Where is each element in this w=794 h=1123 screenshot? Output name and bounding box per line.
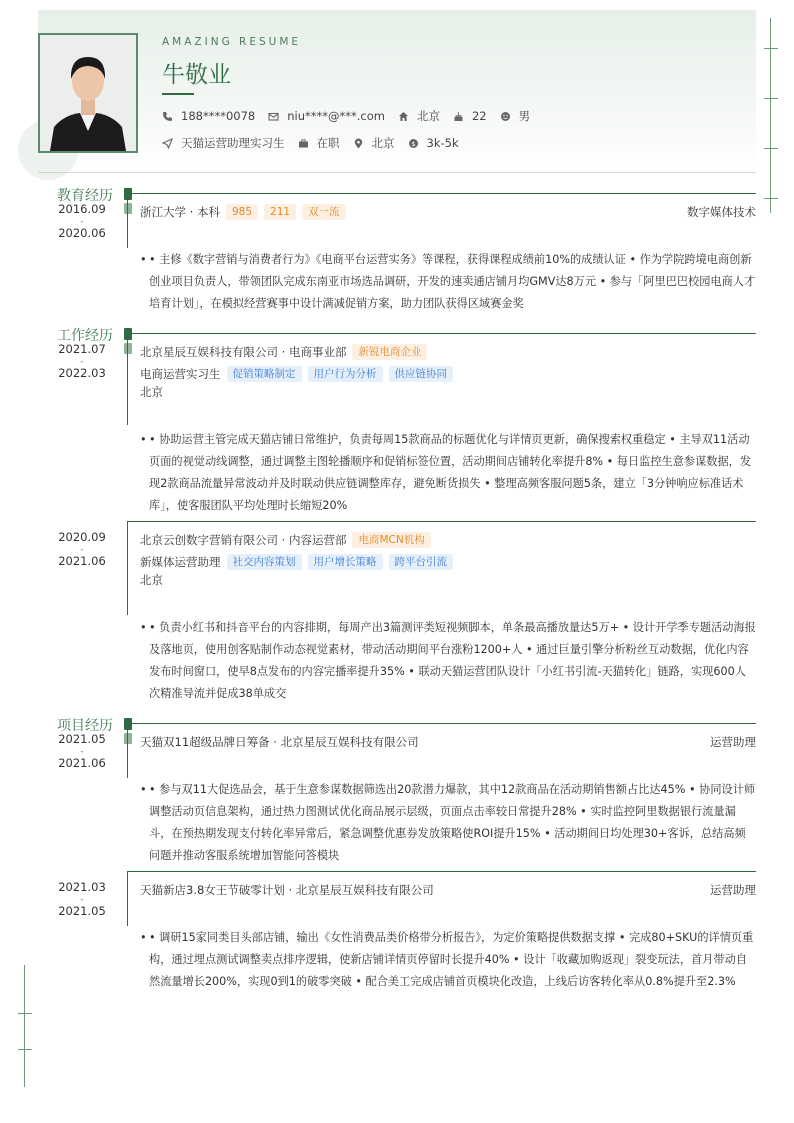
work1-description [140,429,756,517]
bullet: • [140,931,147,944]
target-job-item [162,135,285,151]
section-rule [128,723,756,724]
work2-role-line [140,554,453,570]
work1-role-tag: 促销策略制定 [227,366,302,382]
edu-major: 数字媒体技术 [687,205,756,219]
entry-marker [124,203,132,214]
section-marker [124,718,132,730]
status-item [298,135,340,151]
entry-marker [124,343,132,354]
section-title-projects: 项目经历 [57,718,113,734]
entry-divider [128,521,756,522]
work1-company: 北京星辰互娱科技有限公司 · 电商事业部 [140,345,347,359]
gender-text: 男 [518,109,531,123]
edu-school-line [140,204,346,220]
decor-tick [764,98,778,99]
timeline-line [127,723,128,778]
proj2-role: 运营助理 [710,883,756,897]
job-intent-row [162,135,472,151]
target-city-item [353,135,395,151]
proj1-name: 天猫双11超级品牌日筹备 · 北京星辰互娱科技有限公司 [140,735,419,749]
work1-role: 电商运营实习生 [140,367,221,381]
smile-icon [500,111,511,122]
decor-tick [764,148,778,149]
name-underline [162,93,194,95]
proj1-end-date: 2021.06 [58,756,106,770]
bullet: • [140,783,147,796]
timeline-line [127,871,128,926]
bullet: • [140,253,147,266]
entry-divider [128,871,756,872]
proj2-name: 天猫新店3.8女王节破零计划 · 北京星辰互娱科技有限公司 [140,883,434,897]
work2-start-date: 2020.09 [58,530,106,544]
contact-row [162,108,543,124]
timeline-line [127,333,128,425]
decor-tick [764,48,778,49]
salary-text: 3k-5k [426,136,459,150]
svg-text:$: $ [410,139,416,148]
home-icon [398,111,409,122]
date-separator: - [80,357,84,367]
timeline-line [127,521,128,615]
age-item [453,109,487,123]
work1-company-tag: 新锐电商企业 [352,344,427,360]
work2-role-tag: 用户增长策略 [308,554,383,570]
proj1-description [140,779,756,867]
decor-line-left [24,965,25,1087]
mail-icon [268,111,279,122]
work2-description-text: • 负责小红书和抖音平台的内容排期，每周产出3篇测评类短视频脚本，单条最高播放量达5万+ • 设计开学季专题活动海报及落地页，使用创客贴制作动态视觉素材，带动活动期间平台涨粉1200+人 • 通过巨量引擎分析粉丝互动数据，优化内容发布时间窗口，使早8点发布的内容完播率提升35% • 联动天猫运营团队设计「小红书引流-天猫转化」链路，实现600人次精准导流并促成38单成交 [149,621,756,700]
header-divider [38,172,756,173]
edu-tag: 211 [264,204,296,220]
location-icon [353,138,364,149]
target-city-text: 北京 [371,136,395,150]
decor-tick [18,1049,32,1050]
section-title-education: 教育经历 [57,188,113,204]
gender-item [500,108,531,124]
work2-role-tag: 社交内容策划 [227,554,302,570]
section-marker [124,328,132,340]
profile-photo [38,33,138,153]
edu-school: 浙江大学 · 本科 [140,205,220,219]
timeline-line [127,193,128,248]
salary-item [408,136,459,150]
section-marker [124,188,132,200]
edu-start-date: 2016.09 [58,202,106,216]
work1-end-date: 2022.03 [58,366,106,380]
edu-tag: 双一流 [302,204,346,220]
date-separator: - [80,747,84,757]
coin-icon [408,138,419,149]
section-title-work: 工作经历 [57,328,113,344]
work1-description-text: • 协助运营主管完成天猫店铺日常维护，负责每周15款商品的标题优化与详情页更新，确保搜索权重稳定 • 主导双11活动页面的视觉动线调整，通过调整主图轮播顺序和促销标签位置，活动期间店铺转化率提升8% • 每日监控生意参谋数据，发现2款商品流量异常波动并及时联动供应链调整库存，避免断货损失 • 整理高频客服问题5条，建立「3分钟响应标准话术库」，使客服团队平均处理时长缩短20% [149,433,752,512]
work1-role-line [140,366,453,382]
age-text: 22 [471,109,487,123]
section-rule [128,333,756,334]
city-text: 北京 [416,109,440,123]
phone-icon [162,111,173,122]
city-item [398,108,440,124]
email-item [268,109,385,123]
work2-company-line [140,532,431,548]
edu-tag: 985 [226,204,258,220]
work1-city: 北京 [140,385,163,399]
work2-company: 北京云创数字营销有限公司 · 内容运营部 [140,533,347,547]
bullet: • [140,621,147,634]
proj1-role: 运营助理 [710,735,756,749]
briefcase-icon [298,138,309,149]
resume-tagline: AMAZING RESUME [162,36,302,48]
work1-start-date: 2021.07 [58,342,106,356]
candidate-name: 牛敬业 [162,62,231,88]
cake-icon [453,111,464,122]
work2-role: 新媒体运营助理 [140,555,221,569]
proj2-start-date: 2021.03 [58,880,106,894]
work1-company-line [140,344,427,360]
edu-description-text: • 主修《数字营销与消费者行为》《电商平台运营实务》等课程，获得课程成绩前10%的成绩认证 • 作为学院跨境电商创新创业项目负责人，带领团队完成东南亚市场选品调研，开发的速卖通店铺月均GMV达8万元 • 参与「阿里巴巴校园电商人才培育计划」，在模拟经营赛事中设计满减促销方案，助力团队获得区域赛金奖 [149,253,756,310]
phone-text: 188****0078 [181,109,256,123]
proj2-description-text: • 调研15家同类目头部店铺，输出《女性消费品类价格带分析报告》，为定价策略提供数据支撑 • 完成80+SKU的详情页重构，通过埋点测试调整卖点排序逻辑，使新店铺详情页停留时长提升40% • 设计「收藏加购返现」裂变玩法，首月带动自然流量增长200%，实现0到1的破零突破 • 配合美工完成店铺首页模块化改造，上线后访客转化率从0.8%提升至2.3% [149,931,754,988]
work2-end-date: 2021.06 [58,554,106,568]
work1-role-tag: 用户行为分析 [308,366,383,382]
status-text: 在职 [316,136,340,150]
section-rule [128,193,756,194]
email-text: niu****@***.com [287,109,385,123]
date-separator: - [80,217,84,227]
send-icon [162,138,173,149]
work1-role-tag: 供应链协同 [389,366,454,382]
work2-role-tag: 跨平台引流 [389,554,454,570]
proj1-description-text: • 参与双11大促选品会，基于生意参谋数据筛选出20款潜力爆款，其中12款商品在活动期销售额占比达45% • 协同设计师调整活动页信息架构，通过热力图测试优化商品展示层级，页面点击率较日常提升28% • 实时监控阿里数据银行流量漏斗，在预热期发现支付转化率异常后，紧急调整优惠券发放策略使ROI提升15% • 活动期间日均处理30+客诉，总结高频问题并推动客服系统增加智能问答模块 [149,783,756,862]
work2-description [140,617,756,705]
target-job-text: 天猫运营助理实习生 [181,136,285,150]
entry-marker [124,733,132,744]
proj2-description [140,927,756,993]
bullet: • [140,433,147,446]
edu-description [140,249,756,315]
decor-tick [764,198,778,199]
decor-tick [18,1013,32,1014]
phone-item [162,109,255,123]
edu-end-date: 2020.06 [58,226,106,240]
work2-city: 北京 [140,573,163,587]
proj2-end-date: 2021.05 [58,904,106,918]
date-separator: - [80,895,84,905]
proj1-start-date: 2021.05 [58,732,106,746]
date-separator: - [80,545,84,555]
work2-company-tag: 电商MCN机构 [352,532,430,548]
